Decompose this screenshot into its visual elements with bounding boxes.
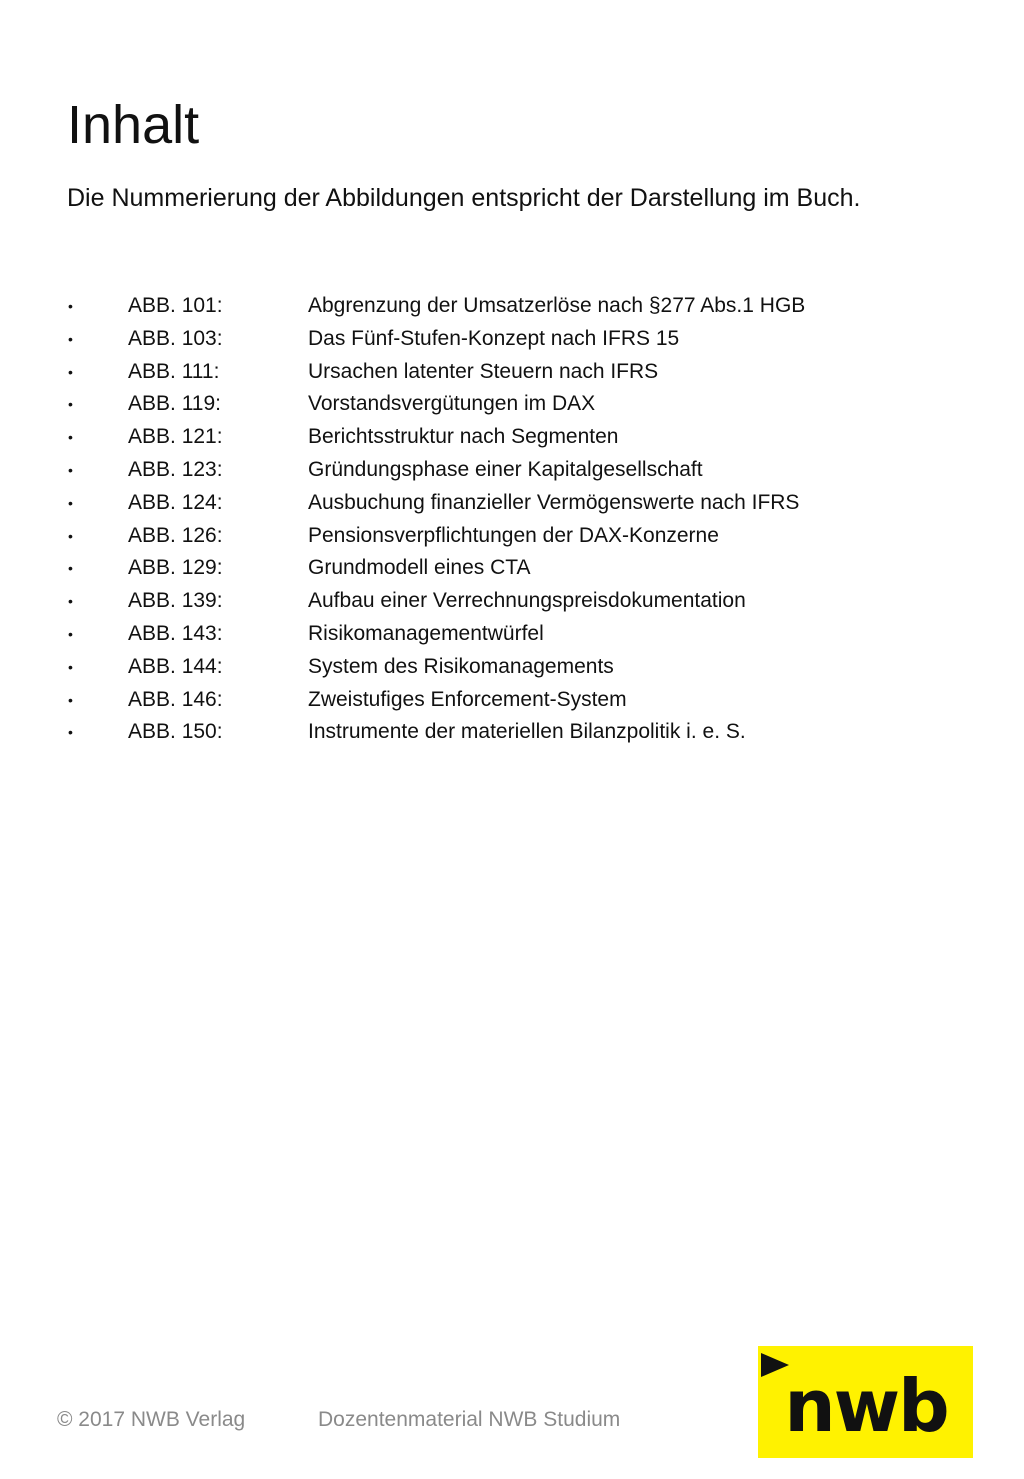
footer-material-label: Dozentenmaterial NWB Studium (318, 1408, 621, 1431)
bullet-icon: • (68, 429, 73, 446)
figure-number: ABB. 121: (128, 425, 223, 449)
figure-title: Aufbau einer Verrechnungspreisdokumentation (308, 589, 746, 613)
figure-title: Pensionsverpflichtungen der DAX-Konzerne (308, 523, 719, 547)
logo-wordmark: nwb (784, 1364, 948, 1448)
figure-list (0, 290, 1024, 749)
list-item (0, 421, 1024, 454)
bullet-icon: • (68, 658, 73, 675)
nwb-logo (758, 1346, 973, 1458)
list-item (0, 684, 1024, 717)
list-item (0, 290, 1024, 323)
list-item (0, 487, 1024, 520)
figure-number: ABB. 144: (128, 654, 223, 678)
page-subtitle: Die Nummerierung der Abbildungen entspricht der Darstellung im Buch. (67, 184, 861, 212)
figure-number: ABB. 146: (128, 687, 223, 711)
figure-number: ABB. 143: (128, 621, 223, 645)
figure-number: ABB. 123: (128, 457, 223, 481)
figure-number: ABB. 129: (128, 556, 223, 580)
page-title: Inhalt (67, 95, 200, 155)
list-item (0, 520, 1024, 553)
figure-number: ABB. 150: (128, 720, 223, 744)
list-item (0, 651, 1024, 684)
bullet-icon: • (68, 724, 73, 741)
list-item (0, 716, 1024, 749)
figure-number: ABB. 139: (128, 589, 223, 613)
figure-number: ABB. 126: (128, 523, 223, 547)
figure-title: Ausbuchung finanzieller Vermögenswerte nach IFRS (308, 490, 800, 514)
list-item (0, 618, 1024, 651)
figure-title: System des Risikomanagements (308, 654, 614, 678)
figure-title: Instrumente der materiellen Bilanzpolitik i. e. S. (308, 720, 746, 744)
figure-title: Abgrenzung der Umsatzerlöse nach §277 Abs.1 HGB (308, 294, 806, 317)
figure-number: ABB. 111: (128, 359, 220, 383)
list-item (0, 585, 1024, 618)
figure-number: ABB. 103: (128, 326, 223, 350)
bullet-icon: • (68, 396, 73, 413)
bullet-icon: • (68, 330, 73, 347)
figure-number: ABB. 119: (128, 392, 222, 416)
list-item (0, 323, 1024, 356)
bullet-icon: • (68, 363, 73, 380)
figure-title: Das Fünf-Stufen-Konzept nach IFRS 15 (308, 326, 680, 350)
figure-number: ABB. 124: (128, 490, 223, 514)
list-item (0, 388, 1024, 421)
list-item (0, 356, 1024, 389)
bullet-icon: • (68, 691, 73, 708)
bullet-icon: • (68, 461, 73, 478)
figure-title: Berichtsstruktur nach Segmenten (308, 425, 619, 449)
figure-title: Zweistufiges Enforcement-System (308, 687, 627, 711)
bullet-icon: • (68, 560, 73, 577)
figure-title: Vorstandsvergütungen im DAX (308, 392, 596, 416)
list-item (0, 454, 1024, 487)
footer-copyright: © 2017 NWB Verlag (57, 1408, 246, 1431)
figure-title: Risikomanagementwürfel (308, 621, 544, 645)
bullet-icon: • (68, 494, 73, 511)
list-item (0, 552, 1024, 585)
bullet-icon: • (68, 298, 73, 314)
bullet-icon: • (68, 625, 73, 642)
bullet-icon: • (68, 593, 73, 610)
figure-number: ABB. 101: (128, 294, 223, 317)
figure-title: Grundmodell eines CTA (308, 556, 531, 580)
figure-title: Ursachen latenter Steuern nach IFRS (308, 359, 659, 383)
figure-title: Gründungsphase einer Kapitalgesellschaft (308, 457, 703, 481)
bullet-icon: • (68, 527, 73, 544)
